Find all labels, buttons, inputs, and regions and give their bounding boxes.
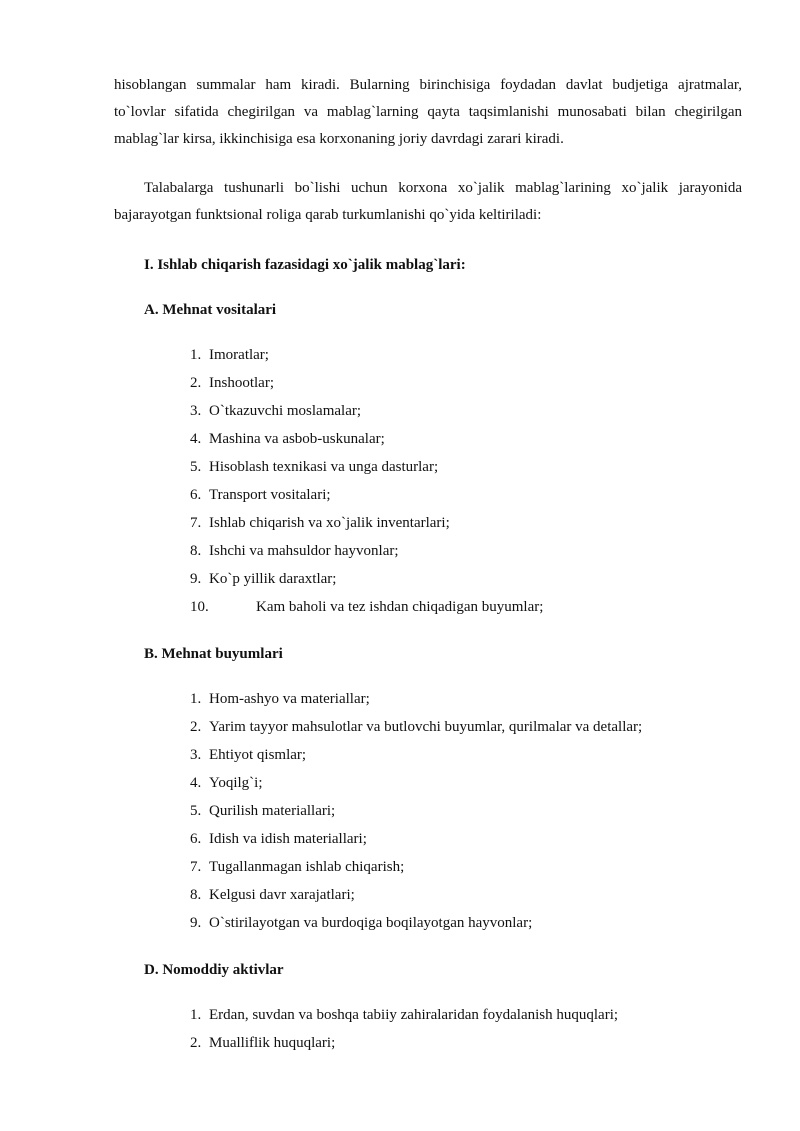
- list-item-text: Kelgusi davr xarajatlari;: [209, 887, 355, 903]
- list-item: [190, 801, 642, 829]
- list-item: [190, 745, 642, 773]
- list-item-number: 3.: [190, 747, 202, 763]
- list-item-text: Ishchi va mahsuldor hayvonlar;: [209, 543, 399, 559]
- list-item: [190, 717, 642, 745]
- list-item: [190, 401, 543, 429]
- list-item: [190, 485, 543, 513]
- list-item: [190, 913, 642, 941]
- list-item-number: 5.: [190, 459, 202, 475]
- list-item-number: 9.: [190, 915, 202, 931]
- list-item-text: Transport vositalari;: [209, 487, 331, 503]
- list-item: [190, 597, 543, 625]
- list-item-text: Ehtiyot qismlar;: [209, 747, 307, 763]
- list-item-text: Hom-ashyo va materiallar;: [209, 691, 370, 707]
- list-item-number: 5.: [190, 803, 202, 819]
- list-item-number: 8.: [190, 543, 202, 559]
- list-item-number: 7.: [190, 859, 202, 875]
- list-item-text: Yoqilg`i;: [209, 775, 263, 791]
- list-item-number: 4.: [190, 431, 202, 447]
- list-item: [190, 457, 543, 485]
- list-item: [190, 857, 642, 885]
- group-a-list: [190, 345, 543, 625]
- list-item-number: 2.: [190, 1035, 202, 1051]
- list-item-number: 2.: [190, 719, 202, 735]
- list-item-text: Qurilish materiallari;: [209, 803, 336, 819]
- list-item: [190, 829, 642, 857]
- list-item: [190, 541, 543, 569]
- list-item-text: Idish va idish materiallari;: [209, 831, 367, 847]
- list-item-text: Mualliflik huquqlari;: [209, 1035, 336, 1051]
- list-item-number: 1.: [190, 691, 202, 707]
- list-item-number: 1.: [190, 347, 202, 363]
- list-item: [190, 1033, 618, 1061]
- intro-paragraph-1: hisoblangan summalar ham kiradi. Bularning birinchisiga foydadan davlat budjetiga ajratmalar, to`lovlar sifatida chegirilgan va mablag`larning qayta taqsimlanishi munosabati bilan chegirilgan mablag`lar kirsa, ikkinchisiga esa korxonaning joriy davrdagi zarari kiradi.: [114, 77, 742, 147]
- list-item-number: 1.: [190, 1007, 202, 1023]
- list-item-number: 2.: [190, 375, 202, 391]
- group-b-title: B. Mehnat buyumlari: [144, 646, 283, 662]
- list-item-text: Ko`p yillik daraxtlar;: [209, 571, 337, 587]
- list-item-text: Ishlab chiqarish va xo`jalik inventarlari;: [209, 515, 450, 531]
- list-item-number: 6.: [190, 831, 202, 847]
- list-item: [190, 513, 543, 541]
- section-title: I. Ishlab chiqarish fazasidagi xo`jalik mablag`lari:: [144, 257, 466, 273]
- list-item: [190, 689, 642, 717]
- list-item: [190, 569, 543, 597]
- intro-paragraph-2: Talabalarga tushunarli bo`lishi uchun korxona xo`jalik mablag`larining xo`jalik jarayonida bajarayotgan funktsional roliga qarab turkumlanishi qo`yida keltiriladi:: [114, 180, 742, 223]
- list-item-number: 7.: [190, 515, 202, 531]
- list-item-text: Inshootlar;: [209, 375, 274, 391]
- list-item-text: Yarim tayyor mahsulotlar va butlovchi buyumlar, qurilmalar va detallar;: [209, 719, 643, 735]
- list-item: [190, 429, 543, 457]
- list-item: [190, 885, 642, 913]
- list-item-number: 9.: [190, 571, 202, 587]
- list-item-text: O`tkazuvchi moslamalar;: [209, 403, 362, 419]
- list-item: [190, 345, 543, 373]
- list-item-text: Tugallanmagan ishlab chiqarish;: [209, 859, 405, 875]
- list-item: [190, 773, 642, 801]
- list-item-text: Mashina va asbob-uskunalar;: [209, 431, 385, 447]
- list-item-text: Hisoblash texnikasi va unga dasturlar;: [209, 459, 439, 475]
- list-item-number: 8.: [190, 887, 202, 903]
- group-b-list: [190, 689, 642, 941]
- group-d-title: D. Nomoddiy aktivlar: [144, 962, 284, 978]
- list-item-number: 10.: [190, 599, 209, 615]
- list-item-text: O`stirilayotgan va burdoqiga boqilayotgan hayvonlar;: [209, 915, 533, 931]
- list-item-number: 4.: [190, 775, 202, 791]
- list-item-text: Kam baholi va tez ishdan chiqadigan buyumlar;: [256, 599, 544, 615]
- list-item-text: Imoratlar;: [209, 347, 269, 363]
- list-item-text: Erdan, suvdan va boshqa tabiiy zahiralaridan foydalanish huquqlari;: [209, 1007, 619, 1023]
- group-d-list: [190, 1005, 618, 1061]
- group-a-title: A. Mehnat vositalari: [144, 302, 277, 318]
- list-item: [190, 1005, 618, 1033]
- list-item-number: 3.: [190, 403, 202, 419]
- list-item-number: 6.: [190, 487, 202, 503]
- list-item: [190, 373, 543, 401]
